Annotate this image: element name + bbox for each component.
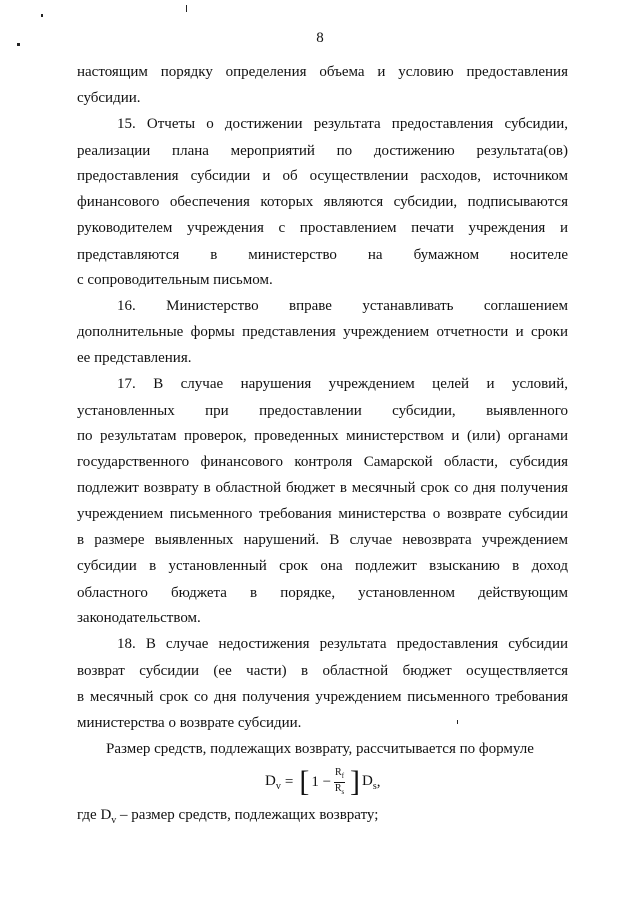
- text-line: областного бюджета в порядке, установленном действующим: [77, 585, 568, 601]
- text-line: в размере выявленных нарушений. В случае невозврата учреждением: [77, 532, 568, 548]
- formula-close-bracket: ]: [350, 765, 361, 798]
- formula-fraction: [334, 767, 345, 798]
- text-line: субсидии в установленный срок она подлежит взысканию в доход: [77, 558, 568, 574]
- text-line: государственного финансового контроля Самарской области, субсидия: [77, 454, 568, 470]
- text-line: подлежит возврату в областной бюджет в месячный срок со дня получения: [77, 480, 568, 496]
- text-line: реализации плана мероприятий по достижению результата(ов): [77, 143, 568, 159]
- text-line: дополнительные формы представления учреждением отчетности и сроки: [77, 324, 568, 340]
- text-line: финансового обеспечения которых являются субсидии, подписываются: [77, 194, 568, 210]
- text-line: руководителем учреждения с проставлением печати учреждения и: [77, 220, 568, 236]
- formula-lhs: $D_v$: [265, 772, 281, 792]
- formula-open-bracket: [: [299, 765, 310, 798]
- text-line: предоставления субсидии и об осуществлении расходов, источником: [77, 168, 568, 184]
- paragraph-15-start: 15. Отчеты о достижении результата предоставления субсидии,: [117, 116, 568, 132]
- text-line: по результатам проверок, проведенных министерством и (или) органами: [77, 428, 568, 444]
- text-line: учреждением письменного требования министерства о возврате субсидии: [77, 506, 568, 522]
- scan-mark: [186, 5, 187, 12]
- text-line: настоящим порядку определения объема и условию предоставления: [77, 64, 568, 80]
- scan-mark: [41, 14, 43, 17]
- text-line: ее представления.: [77, 350, 192, 366]
- paragraph-18-start: 18. В случае недостижения результата предоставления субсидии: [117, 636, 568, 652]
- formula-factor: $D_s$: [362, 772, 377, 792]
- text-line: министерства о возврате субсидии.: [77, 715, 302, 731]
- formula-numerator: $R_f$: [334, 767, 345, 783]
- text-line: с сопроводительным письмом.: [77, 272, 273, 288]
- formula-equals: =: [284, 773, 294, 790]
- paragraph-16-start: 16. Министерство вправе устанавливать соглашением: [117, 298, 568, 314]
- refund-formula: [265, 762, 381, 802]
- formula-where-line: где $D_v$ – размер средств, подлежащих возврату;: [77, 807, 379, 826]
- text-line: в месячный срок со дня получения учреждением письменного требования: [77, 689, 568, 705]
- page-number: 8: [316, 30, 324, 46]
- formula-denominator: $R_s$: [334, 782, 345, 796]
- formula-one-minus: 1 −: [311, 773, 332, 790]
- formula-intro: Размер средств, подлежащих возврату, рассчитывается по формуле: [106, 741, 534, 757]
- text-line: установленных при предоставлении субсидии, выявленного: [77, 403, 568, 419]
- text-line: представляются в министерство на бумажном носителе: [77, 247, 568, 263]
- scan-mark: [457, 720, 458, 724]
- text-line: возврат субсидии (ее части) в областной бюджет осуществляется: [77, 663, 568, 679]
- paragraph-17-start: 17. В случае нарушения учреждением целей и условий,: [117, 376, 568, 392]
- text-line: законодательством.: [77, 610, 201, 626]
- formula-tail: ,: [376, 773, 381, 790]
- text-line: субсидии.: [77, 90, 141, 106]
